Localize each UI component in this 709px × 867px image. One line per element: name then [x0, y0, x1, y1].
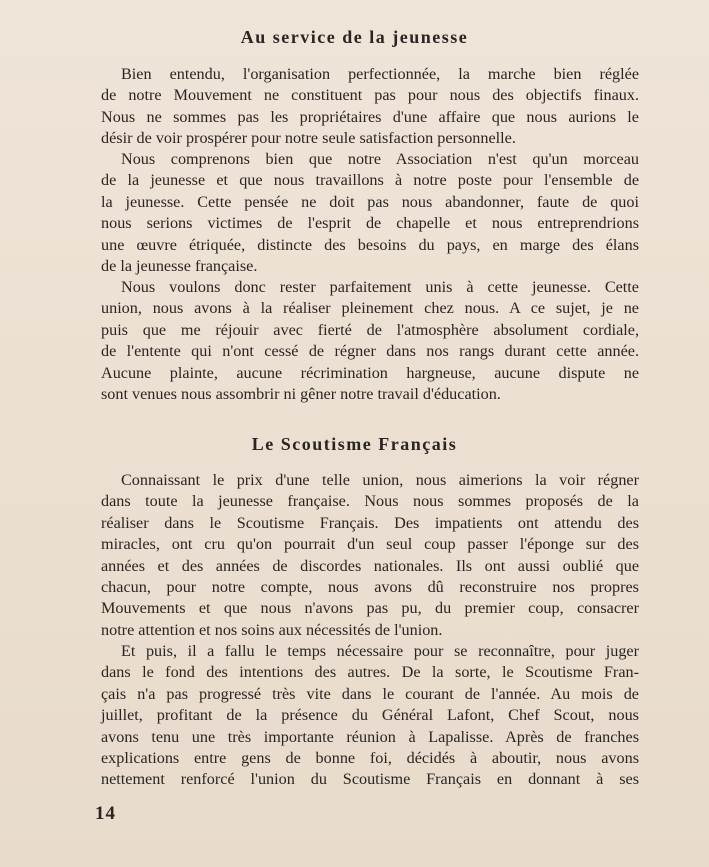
text-line: Nous voulons donc rester parfaitement unis à cette jeunesse. Cette [121, 278, 639, 296]
text-line: une œuvre étriquée, distincte des besoins du pays, en marge des élans [101, 235, 639, 254]
paragraph [101, 470, 639, 641]
text-line: çais n'a pas progressé très vite dans le courant de l'année. Au mois de [101, 684, 639, 703]
paragraph [101, 64, 639, 150]
text-line: Bien entendu, l'organisation perfectionnée, la marche bien réglée [121, 65, 639, 83]
text-line: désir de voir prospérer pour notre seule satisfaction personnelle. [101, 129, 516, 148]
text-line: la jeunesse. Cette pensée ne doit pas nous abandonner, faute de quoi [101, 192, 639, 211]
text-line: Et puis, il a fallu le temps nécessaire pour se reconnaître, pour juger [121, 642, 639, 660]
page-number: 14 [95, 803, 116, 824]
text-line: notre attention et nos soins aux nécessités de l'union. [101, 620, 443, 639]
text-line: nettement renforcé l'union du Scoutisme Français en donnant à ses [101, 770, 639, 789]
section-title: Le Scoutisme Français [251, 434, 458, 454]
text-line: Nous comprenons bien que notre Association n'est qu'un morceau [121, 150, 639, 168]
text-line: chacun, pour notre compte, nous avons dû reconstruire nos propres [101, 578, 639, 597]
paragraph [101, 149, 639, 277]
text-line: dans le fond des intentions des autres. De la sorte, le Scoutisme Fran- [101, 663, 639, 682]
text-line: nous serions victimes de l'esprit de chapelle et nous entreprendrions [101, 214, 639, 233]
text-line: Nous ne sommes pas les propriétaires d'une affaire que nous aurions le [101, 107, 639, 126]
text-line: explications entre gens de bonne foi, décidés à aboutir, nous avons [101, 749, 639, 768]
paragraph [101, 641, 639, 791]
text-line: de la jeunesse française. [101, 257, 258, 276]
text-line: avons tenu une très importante réunion à Lapalisse. Après de franches [101, 727, 639, 746]
text-line: Mouvements et que nous n'avons pas pu, du premier coup, consacrer [101, 599, 639, 618]
text-line: dans toute la jeunesse française. Nous nous sommes proposés de la [101, 492, 639, 511]
text-line: années et des années de discordes nationales. Ils ont aussi oublié que [101, 556, 639, 575]
paragraph [101, 277, 639, 405]
text-line: sont venues nous assombrir ni gêner notre travail d'éducation. [101, 385, 501, 404]
text-line: de la jeunesse et que nous travaillons à notre poste pour l'ensemble de [101, 171, 639, 190]
text-line: de notre Mouvement ne constituent pas pour nous des objectifs finaux. [101, 86, 639, 105]
text-line: puis que me réjouir avec fierté de l'atmosphère absolument cordiale, [101, 320, 639, 339]
text-line: union, nous avons à la réaliser pleinement chez nous. A ce sujet, je ne [101, 299, 639, 318]
text-line: de l'entente qui n'ont cessé de régner dans nos rangs durant cette année. [101, 342, 639, 361]
text-line: miracles, ont cru qu'on pourrait d'un seul coup passer l'éponge sur des [101, 535, 639, 554]
text-line: juillet, profitant de la présence du Général Lafont, Chef Scout, nous [101, 706, 639, 725]
text-line: Aucune plainte, aucune récrimination hargneuse, aucune dispute ne [101, 363, 639, 382]
text-line: Connaissant le prix d'une telle union, nous aimerions la voir régner [121, 471, 639, 489]
section-title: Au service de la jeunesse [240, 27, 469, 47]
text-line: réaliser dans le Scoutisme Français. Des impatients ont attendu des [101, 513, 639, 532]
